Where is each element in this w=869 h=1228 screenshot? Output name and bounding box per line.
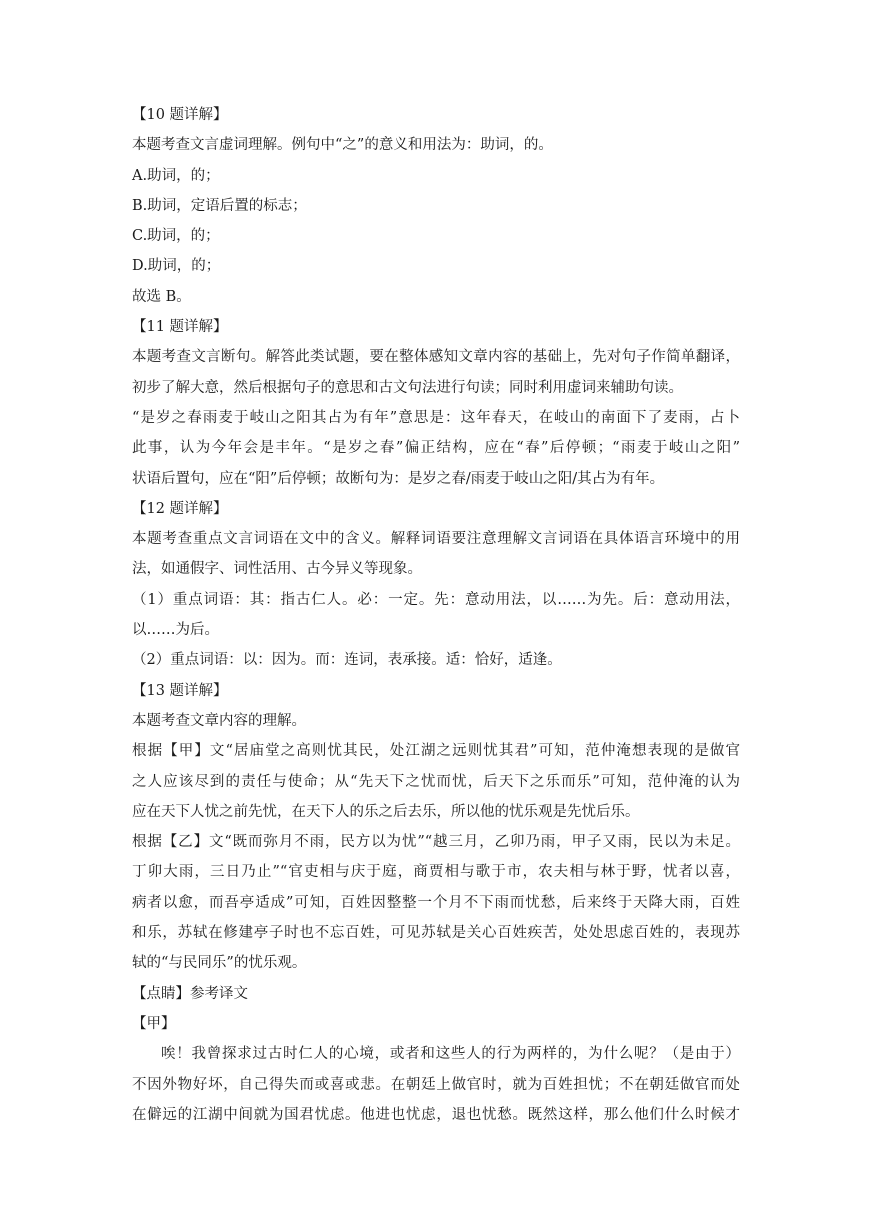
- text-line: 在僻远的江湖中间就为国君忧虑。他进也忧虑，退也忧愁。既然这样，那么他们什么时候才: [132, 1106, 740, 1123]
- text-line: 本题考查重点文言词语在文中的含义。解释词语要注意理解文言词语在具体语言环境中的用: [132, 531, 740, 548]
- text-line: （2）重点词语：以：因为。而：连词，表承接。适：恰好，适逢。: [132, 652, 562, 669]
- text-line: 以……为后。: [132, 622, 219, 639]
- text-line: 之人应该尽到的责任与使命；从“先天下之忧而忧，后天下之乐而乐”可知，范仲淹的认为: [132, 773, 740, 790]
- text-line: B.助词，定语后置的标志；: [132, 197, 307, 214]
- text-line: D.助词，的；: [132, 258, 221, 275]
- text-line: 法，如通假字、词性活用、古今异义等现象。: [132, 561, 422, 578]
- text-line: （1）重点词语：其：指古仁人。必：一定。先：意动用法，以……为先。后：意动用法，: [132, 591, 740, 608]
- section-heading: 【甲】: [132, 1015, 176, 1032]
- text-line: 此事，认为今年会是丰年。“是岁之春”偏正结构，应在“春”后停顿；“雨麦于岐山之阳”: [132, 440, 740, 457]
- text-line: 本题考查文章内容的理解。: [132, 712, 306, 729]
- text-line: 丁卯大雨，三日乃止”“官吏相与庆于庭，商贾相与歌于市，农夫相与林于野，忧者以喜，: [132, 864, 740, 881]
- text-line: C.助词，的；: [132, 228, 220, 245]
- section-heading: 【12 题详解】: [132, 500, 228, 517]
- text-line: 状语后置句，应在“阳”后停顿；故断句为：是岁之春/雨麦于岐山之阳/其占为有年。: [132, 470, 665, 487]
- text-line: 轼的“与民同乐”的忧乐观。: [132, 955, 307, 972]
- text-line: 本题考查文言虚词理解。例句中“之”的意义和用法为：助词，的。: [132, 137, 553, 154]
- section-heading: 【11 题详解】: [132, 319, 228, 336]
- text-line: A.助词，的；: [132, 167, 220, 184]
- document-page: [132, 100, 740, 1130]
- text-line: 本题考查文言断句。解答此类试题，要在整体感知文章内容的基础上，先对句子作简单翻译，: [132, 349, 740, 366]
- text-line: 唉！我曾探求过古时仁人的心境，或者和这些人的行为两样的，为什么呢？（是由于）: [161, 1046, 740, 1063]
- section-heading: 【点睛】参考译文: [132, 985, 248, 1002]
- text-line: 根据【乙】文“既而弥月不雨，民方以为忧”“越三月，乙卯乃雨，甲子又雨，民以为未足。: [132, 834, 740, 851]
- text-line: 应在天下人忧之前先忧，在天下人的乐之后去乐，所以他的忧乐观是先忧后乐。: [132, 803, 640, 820]
- section-heading: 【10 题详解】: [132, 107, 228, 123]
- text-line: “是岁之春雨麦于岐山之阳其占为有年”意思是：这年春天，在岐山的南面下了麦雨，占卜: [132, 409, 740, 426]
- text-line: 初步了解大意，然后根据句子的意思和古文句法进行句读；同时利用虚词来辅助句读。: [132, 379, 683, 396]
- text-line: 根据【甲】文“居庙堂之高则忧其民，处江湖之远则忧其君”可知，范仲淹想表现的是做官: [132, 743, 740, 760]
- text-line: 不因外物好坏，自己得失而或喜或悲。在朝廷上做官时，就为百姓担忧；不在朝廷做官而处: [132, 1076, 740, 1093]
- text-line: 和乐，苏轼在修建亭子时也不忘百姓，可见苏轼是关心百姓疾苦，处处思虑百姓的，表现苏: [132, 925, 740, 942]
- text-line: 病者以愈，而吾亭适成”可知，百姓因整整一个月不下雨而忧愁，后来终于天降大雨，百姓: [132, 894, 740, 911]
- section-heading: 【13 题详解】: [132, 682, 228, 699]
- text-line: 故选 B。: [132, 288, 191, 305]
